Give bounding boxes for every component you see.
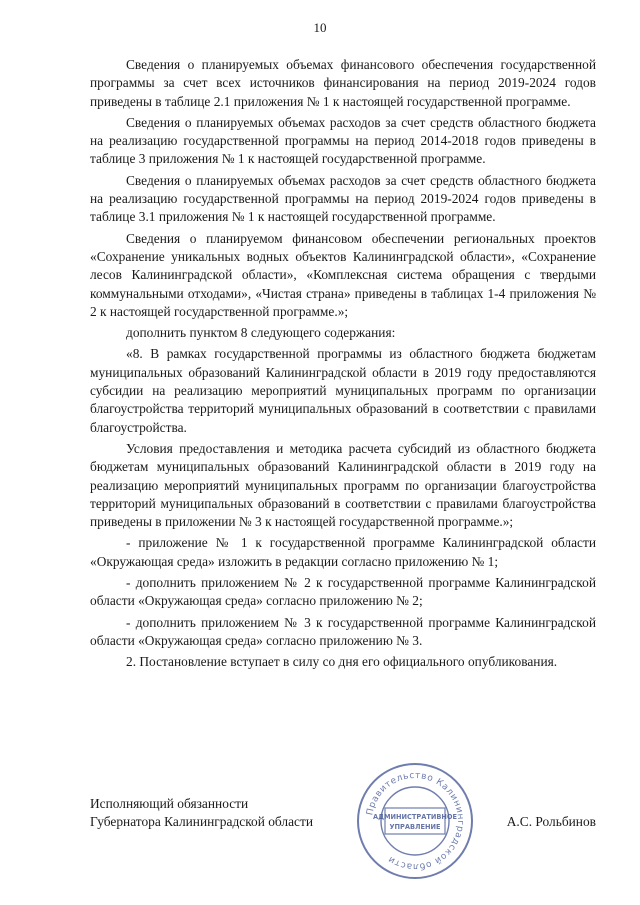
paragraph: Сведения о планируемых объемах финансового обеспечения государственной программы за счет всех источников финансирования на период 2019-2024 годов приведены в таблице 2.1 приложения № 1 к настоящей государственной программе. — [90, 57, 596, 109]
paragraph: Сведения о планируемом финансовом обеспечении региональных проектов «Сохранение уникальных водных объектов Калининградской области», «Сохранение лесов Калининградской области», «Комплексная система обращения с твердыми коммунальными отходами», «Чистая страна» приведены в таблицах 1-4 приложения № 2 к настоящей государственной программе.»; — [90, 230, 596, 319]
document-body — [90, 56, 596, 675]
svg-text:АДМИНИСТРАТИВНОЕ: АДМИНИСТРАТИВНОЕ — [372, 813, 458, 821]
paragraph: - дополнить приложением № 2 к государственной программе Калининградской области «Окружающая среда» согласно приложению № 2; — [90, 575, 596, 609]
paragraph: «8. В рамках государственной программы из областного бюджета бюджетам муниципальных образований Калининградской области в 2019 году предоставляются субсидии на реализацию мероприятий муниципальных программ по организации благоустройства территорий муниципальных образований в соответствии с правилами благоустройства. — [90, 346, 596, 435]
paragraph: - приложение № 1 к государственной программе Калининградской области «Окружающая среда» изложить в редакции согласно приложению № 1; — [90, 535, 596, 569]
official-seal — [354, 760, 476, 882]
signature-block — [90, 795, 596, 835]
signatory-title-line: Губернатора Калининградской области — [90, 814, 313, 830]
paragraph: - дополнить приложением № 3 к государственной программе Калининградской области «Окружающая среда» согласно приложению № 3. — [90, 614, 596, 648]
paragraph: Сведения о планируемых объемах расходов за счет средств областного бюджета на реализацию государственной программы на период 2019-2024 годов приведены в таблице 3.1 приложения № 1 к настоящей государственной программе. — [90, 172, 596, 225]
svg-text:УПРАВЛЕНИЕ: УПРАВЛЕНИЕ — [389, 823, 441, 831]
svg-text:Правительство Калининградской: Правительство Калининградской области — [365, 770, 466, 872]
signatory-title-line: Исполняющий обязанности — [90, 796, 249, 811]
seal-stamp-icon — [354, 760, 476, 882]
signatory-name: А.С. Рольбинов — [506, 814, 596, 829]
paragraph: Сведения о планируемых объемах расходов за счет средств областного бюджета на реализацию государственной программы на период 2014-2018 годов приведены в таблице 3 приложения № 1 к настоящей государственной программе. — [90, 114, 596, 167]
paragraph: дополнить пунктом 8 следующего содержания: — [126, 325, 396, 341]
paragraph: 2. Постановление вступает в силу со дня его официального опубликования. — [126, 654, 558, 670]
page-number: 10 — [313, 20, 327, 35]
paragraph: Условия предоставления и методика расчета субсидий из областного бюджета бюджетам муниципальных образований Калининградской области в 2019 году на реализацию мероприятий муниципальных программ по организации благоустройства территорий муниципальных образований в соответствии с правилами благоустройства приведены в приложении № 3 к настоящей государственной программе.»; — [90, 440, 596, 530]
signatory-title — [90, 795, 313, 832]
